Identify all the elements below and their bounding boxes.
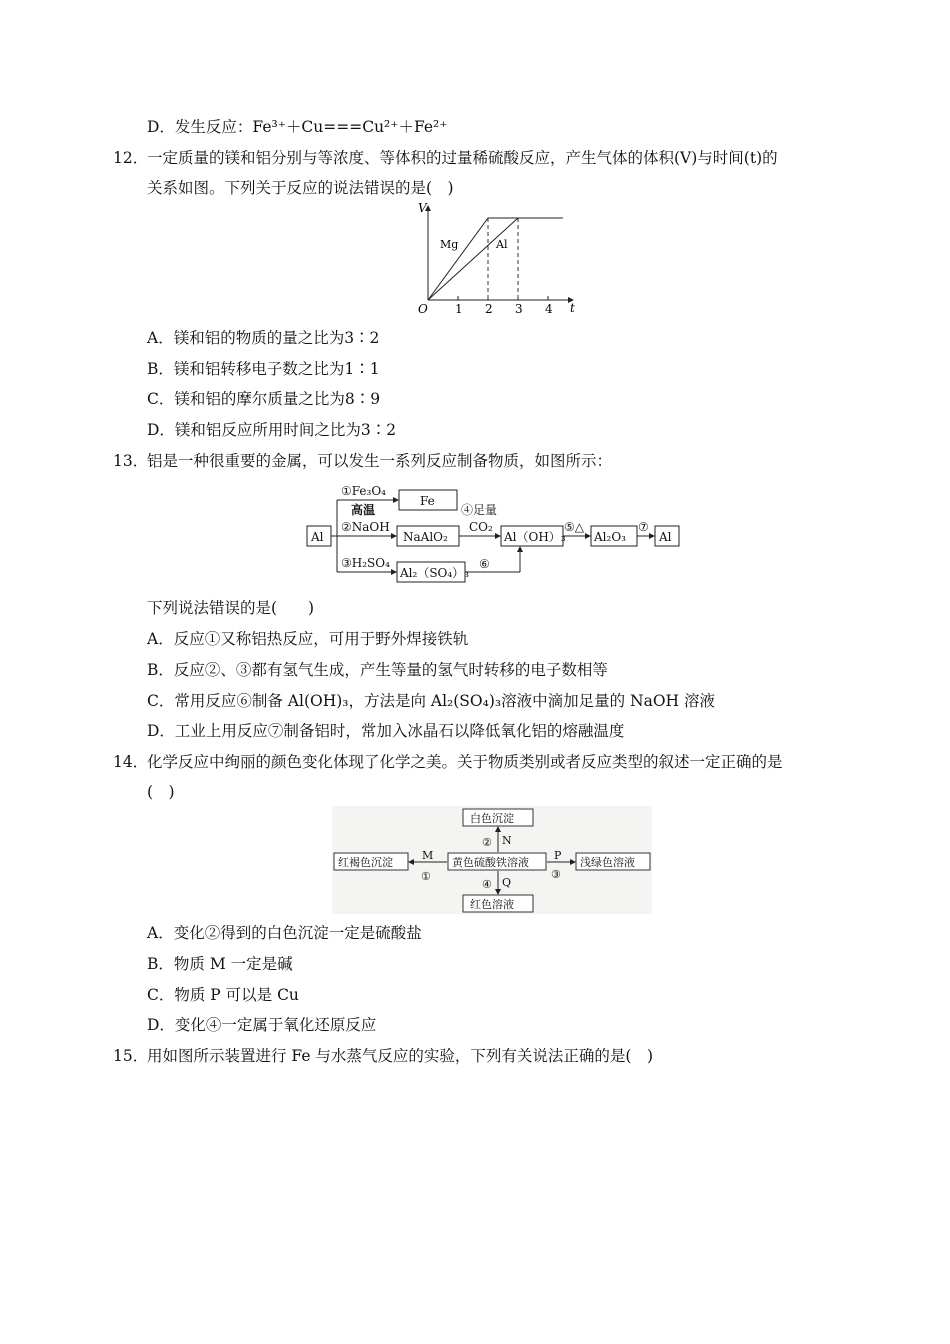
q12-stem-line2: 关系如图。下列关于反应的说法错误的是( ) bbox=[147, 179, 454, 197]
graph-x-tick-label: 4 bbox=[545, 302, 553, 316]
diag-r2: ②NaOH bbox=[341, 520, 390, 534]
graph-mg-label: Mg bbox=[440, 238, 459, 251]
d14-q-num: ④ bbox=[482, 878, 492, 891]
d14-p-lbl: P bbox=[554, 849, 562, 862]
q14-option-d: D．变化④一定属于氧化还原反应 bbox=[147, 1016, 377, 1034]
q12-option-d: D．镁和铝反应所用时间之比为3∶2 bbox=[147, 421, 397, 439]
q14-option-c: C．物质 P 可以是 Cu bbox=[147, 986, 299, 1004]
q15-number: 15． bbox=[113, 1047, 149, 1065]
q12-number: 12． bbox=[113, 149, 149, 167]
q14-stem-line1: 化学反应中绚丽的颜色变化体现了化学之美。关于物质类别或者反应类型的叙述一定正确的是 bbox=[147, 753, 783, 771]
q12-option-a: A．镁和铝的物质的量之比为3∶2 bbox=[147, 329, 380, 347]
diag-co2: CO₂ bbox=[469, 520, 493, 534]
d14-p-num: ③ bbox=[551, 868, 561, 881]
diag-r3: ③H₂SO₄ bbox=[341, 556, 390, 570]
graph-x-tick-label: 3 bbox=[515, 302, 523, 316]
diag-r1: ①Fe₃O₄ bbox=[341, 484, 386, 498]
diag-al-end: Al bbox=[659, 530, 672, 544]
graph-x-tick-label: 1 bbox=[455, 302, 463, 316]
q13-option-b: B．反应②、③都有氢气生成，产生等量的氢气时转移的电子数相等 bbox=[147, 661, 608, 679]
d14-center: 黄色硫酸铁溶液 bbox=[452, 856, 529, 869]
graph-x-label: t bbox=[570, 301, 575, 315]
diag-al2so43: Al₂（SO₄）₃ bbox=[400, 566, 469, 580]
d14-q-lbl: Q bbox=[502, 876, 512, 889]
graph-origin: O bbox=[418, 302, 428, 316]
graph-line-al bbox=[428, 218, 563, 300]
q13-option-d: D．工业上用反应⑦制备铝时，常加入冰晶石以降低氧化铝的熔融温度 bbox=[147, 722, 625, 740]
q13-option-c: C．常用反应⑥制备 Al(OH)₃，方法是向 Al₂(SO₄)₃溶液中滴加足量的 NaOH 溶液 bbox=[147, 692, 715, 710]
q12-volume-time-graph bbox=[410, 200, 580, 318]
diag-r5: ⑤△ bbox=[564, 520, 584, 534]
graph-al-label: Al bbox=[496, 238, 508, 251]
diag-naalo2: NaAlO₂ bbox=[403, 530, 448, 544]
q13-prompt: 下列说法错误的是( ) bbox=[147, 599, 315, 617]
graph-y-label: V bbox=[418, 201, 427, 215]
d14-m-num: ① bbox=[421, 870, 431, 883]
q14-stem-line2: ( ) bbox=[147, 783, 175, 801]
d14-n-num: ② bbox=[482, 836, 492, 849]
diag-r7: ⑦ bbox=[638, 520, 649, 534]
diag-al2o3: Al₂O₃ bbox=[594, 530, 626, 544]
d14-bottom: 红色溶液 bbox=[470, 898, 514, 911]
graph-line-mg bbox=[428, 218, 563, 300]
diag-r4: ④足量 bbox=[461, 503, 498, 517]
diag-al-start: Al bbox=[311, 530, 324, 544]
q11-option-d: D．发生反应：Fe³⁺＋Cu===Cu²⁺＋Fe²⁺ bbox=[147, 118, 448, 136]
d14-top: 白色沉淀 bbox=[470, 812, 514, 825]
q15-stem: 用如图所示装置进行 Fe 与水蒸气反应的实验，下列有关说法正确的是( ) bbox=[147, 1047, 654, 1065]
d14-left: 红褐色沉淀 bbox=[338, 856, 393, 869]
d14-m-lbl: M bbox=[422, 849, 434, 862]
q13-stem: 铝是一种很重要的金属，可以发生一系列反应制备物质，如图所示： bbox=[147, 452, 613, 470]
q14-color-change-diagram bbox=[332, 806, 652, 914]
q13-option-a: A．反应①又称铝热反应，可用于野外焊接铁轨 bbox=[147, 630, 469, 648]
q12-option-b: B．镁和铝转移电子数之比为1∶1 bbox=[147, 360, 380, 378]
q14-option-a: A．变化②得到的白色沉淀一定是硫酸盐 bbox=[147, 924, 422, 942]
q13-aluminum-flow-diagram bbox=[305, 480, 685, 588]
q13-number: 13． bbox=[113, 452, 149, 470]
q14-option-b: B．物质 M 一定是碱 bbox=[147, 955, 293, 973]
d14-right: 浅绿色溶液 bbox=[580, 856, 635, 869]
q14-number: 14． bbox=[113, 753, 149, 771]
q12-option-c: C．镁和铝的摩尔质量之比为8∶9 bbox=[147, 390, 381, 408]
q12-stem-line1: 一定质量的镁和铝分别与等浓度、等体积的过量稀硫酸反应，产生气体的体积(V)与时间(t)的 bbox=[147, 149, 778, 167]
graph-x-tick-label: 2 bbox=[485, 302, 493, 316]
diag-fe: Fe bbox=[420, 494, 435, 508]
diag-r6: ⑥ bbox=[479, 557, 490, 571]
diag-aloh3: Al（OH）₃ bbox=[504, 530, 566, 544]
d14-n-lbl: N bbox=[502, 834, 512, 847]
diag-r1-cond: 高温 bbox=[351, 503, 376, 517]
